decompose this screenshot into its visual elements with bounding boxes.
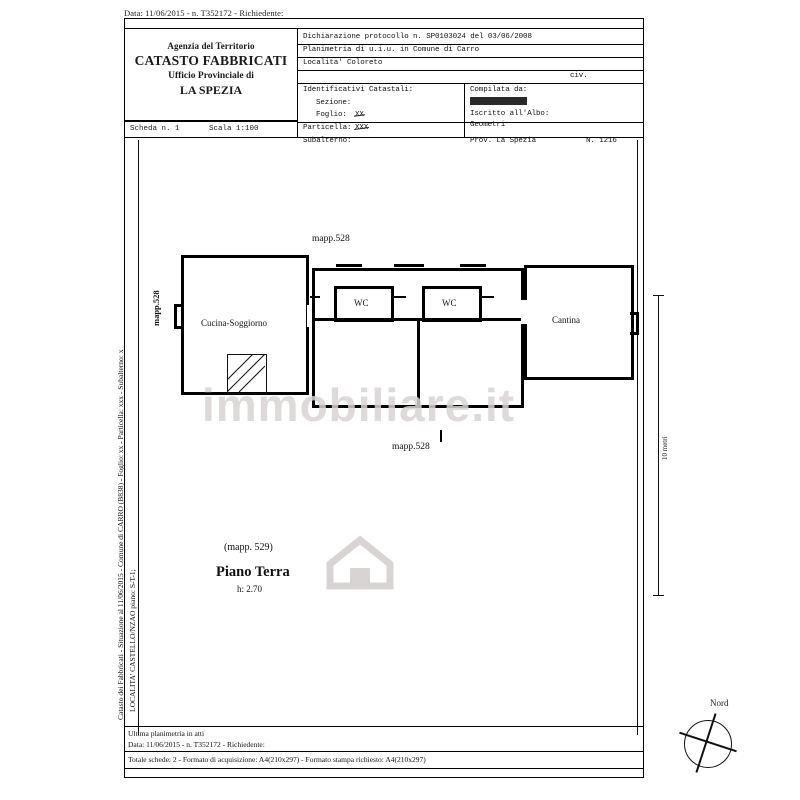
window-central-1: [336, 264, 362, 267]
footer-rule-middle: [124, 751, 644, 752]
mapp-bottom-label: mapp.528: [392, 442, 430, 452]
room-label-wc-2: WC: [442, 298, 457, 308]
header-rule-4: [298, 83, 643, 84]
side-text-line-1: Catasto dei Fabbricati - Situazione al 11/06/2015 - Comune di CARRO (B838) - Foglio: xx - Particella: xxx - Subalterno: x: [116, 349, 125, 720]
civ-label: civ.: [570, 72, 588, 80]
door-opening-cantina: [521, 300, 527, 324]
window-cantina-right: [636, 312, 639, 335]
compass-icon: [680, 716, 736, 772]
dimension-cap-bottom: [653, 595, 664, 596]
footer-rule-top: [124, 726, 644, 727]
scheda-scala-row: [125, 121, 299, 137]
subalterno-label: Subalterno:: [303, 137, 352, 145]
door-tick-right: [482, 296, 494, 298]
agency-name: Agenzia del Territorio: [167, 41, 255, 51]
side-text-line-2: LOCALITA' CASTELLO/NZAO piano: S-T-1;: [128, 569, 137, 712]
footer-rule-bottom: [124, 768, 644, 769]
room-label-wc-1: WC: [354, 298, 369, 308]
plan-left-guide: [138, 140, 139, 735]
watermark-logo: [320, 518, 400, 598]
window-cucina-left: [174, 304, 177, 329]
localita-text: Localita' Coloreto: [303, 59, 383, 67]
particella-value: XXX: [355, 124, 369, 132]
watermark-text: immobiliare.it: [202, 379, 516, 431]
dimension-line-right: [658, 295, 659, 595]
header-data-box: [298, 28, 644, 145]
identificativi-title: Identificativi Catastali:: [303, 86, 414, 94]
header-vertical-split: [464, 83, 465, 138]
door-tick-mid: [394, 296, 406, 298]
header-rule-3: [298, 70, 643, 71]
footer-line-1: Ultima planimetria in atti: [128, 729, 205, 738]
foglio-label: Foglio:: [316, 111, 347, 119]
scala-label: Scala 1:100: [209, 125, 259, 133]
window-central-3: [460, 264, 486, 267]
agency-block: [125, 41, 297, 98]
particella-label: Particella:: [303, 124, 352, 132]
header-rule-1: [298, 44, 643, 45]
footer-line-3: Totale schede: 2 - Formato di acquisizione: A4(210x297) - Formato stampa richiesto: A4(210x297): [128, 755, 426, 764]
dimension-cap-top: [653, 295, 664, 296]
mapp-left-vertical-label: mapp.528: [151, 290, 161, 326]
ufficio-label: Ufficio Provinciale di: [168, 71, 254, 81]
planimetria-text: Planimetria di u.i.u. in Comune di Carro: [303, 46, 480, 54]
floor-plan: [124, 150, 729, 750]
iscritto-label: Iscritto all'Albo:: [470, 110, 550, 118]
header-agency-box: [124, 28, 298, 138]
compilata-title: Compilata da:: [470, 86, 528, 94]
footer-line-2: Data: 11/06/2015 - n. T352172 - Richiedente:: [128, 740, 265, 749]
window-central-2: [394, 264, 424, 267]
nord-label: Nord: [710, 698, 729, 708]
document-header: [124, 28, 644, 145]
mapp-parcel-label: (mapp. 529): [224, 542, 273, 553]
compilata-name: XXXXXXXXXXXXX: [470, 97, 528, 105]
sezione-label: Sezione:: [316, 99, 352, 107]
foglio-value: XX: [355, 111, 364, 119]
albo-value: Geometri: [470, 121, 506, 129]
dimension-label-right: 10 metri: [661, 436, 669, 460]
prov-label: Prov. La Spezia: [470, 137, 537, 145]
room-label-cantina: Cantina: [552, 315, 580, 325]
declaration-text: Dichiarazione protocollo n. SP0103024 del 03/06/2008: [303, 33, 532, 41]
header-left-bottom-rule: [124, 120, 298, 121]
room-label-cucina-soggiorno: Cucina-Soggiorno: [201, 318, 267, 328]
numero-label: N. 1216: [586, 137, 617, 145]
provincia-label: LA SPEZIA: [179, 83, 243, 97]
document-top-requester-line: Data: 11/06/2015 - n. T352172 - Richiedente:: [124, 8, 284, 18]
piano-height: h: 2.70: [237, 584, 263, 594]
catasto-title: CATASTO FABBRICATI: [134, 53, 288, 68]
door-tick-left: [310, 296, 320, 298]
header-rule-2: [298, 57, 643, 58]
mapp-top-label: mapp.528: [312, 234, 350, 244]
plan-right-guide: [637, 140, 638, 735]
piano-title: Piano Terra: [216, 564, 290, 580]
scheda-label: Scheda n. 1: [130, 125, 180, 133]
